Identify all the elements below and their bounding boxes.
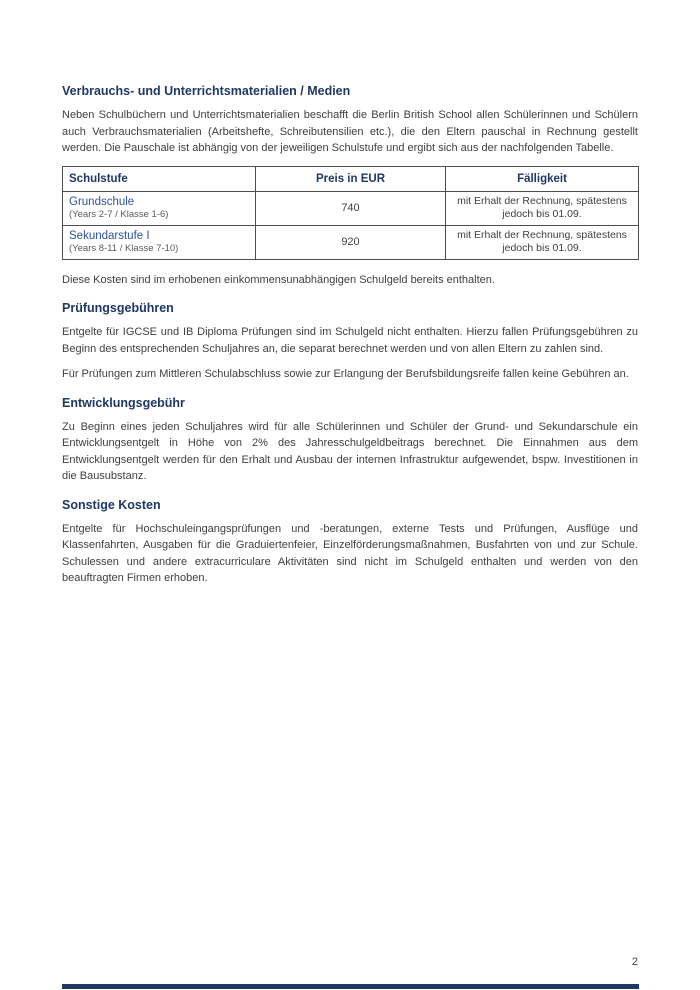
level-detail: (Years 2-7 / Klasse 1-6) xyxy=(69,209,169,220)
column-header-preis: Preis in EUR xyxy=(256,166,446,191)
table-row-sekundarstufe xyxy=(63,225,639,259)
level-detail: (Years 8-11 / Klasse 7-10) xyxy=(69,243,179,254)
page-number: 2 xyxy=(631,956,638,968)
fees-table xyxy=(62,166,639,260)
footer-rule xyxy=(62,984,639,989)
cell-level xyxy=(63,225,256,259)
section-heading-sonstige-kosten: Sonstige Kosten xyxy=(62,497,161,512)
cell-price: 920 xyxy=(256,225,446,259)
column-header-schulstufe: Schulstufe xyxy=(63,166,256,191)
table-header-row xyxy=(63,166,639,191)
cell-due: mit Erhalt der Rechnung, spätestens jedoch bis 01.09. xyxy=(446,191,639,225)
cell-due: mit Erhalt der Rechnung, spätestens jedoch bis 01.09. xyxy=(446,225,639,259)
section-heading-materialien: Verbrauchs- und Unterrichtsmaterialien / Medien xyxy=(62,84,351,98)
section-heading-pruefungsgebuehren: Prüfungsgebühren xyxy=(62,301,174,315)
cell-price: 740 xyxy=(256,191,446,225)
paragraph-pruefungen-1: Entgelte für IGCSE und IB Diploma Prüfungen sind im Schulgeld nicht enthalten. Hierzu fallen Prüfungsgebühren zu Beginn des entsprechenden Schuljahres an, die separat berechnet werden und von allen Eltern zu zahlen sind. xyxy=(62,326,638,355)
column-header-faelligkeit: Fälligkeit xyxy=(446,166,639,191)
paragraph-table-note: Diese Kosten sind im erhobenen einkommensunabhängigen Schulgeld bereits enthalten. xyxy=(62,273,495,286)
section-heading-entwicklungsgebuehr: Entwicklungsgebühr xyxy=(62,395,185,410)
paragraph-pruefungen-2: Für Prüfungen zum Mittleren Schulabschluss sowie zur Erlangung der Berufsbildungsreife fallen keine Gebühren an. xyxy=(62,368,629,380)
cell-level xyxy=(63,191,256,225)
paragraph-materialien-intro: Neben Schulbüchern und Unterrichtsmaterialien beschafft die Berlin British School allen Schülerinnen und Schülern auch Verbrauchsmaterialien (Arbeitshefte, Schreibutensilien etc.), die den Eltern pauschal in Rechnung gestellt werden. Die Pauschale ist abhängig von der jeweiligen Schulstufe und ergibt sich aus der nachfolgenden Tabelle. xyxy=(62,109,638,154)
level-name: Grundschule xyxy=(69,196,135,208)
paragraph-entwicklung: Zu Beginn eines jeden Schuljahres wird für alle Schülerinnen und Schüler der Grund- und Sekundarschule ein Entwicklungsentgelt in Höhe von 2% des Jahresschulgeldbeitrags berechnet. Die Einnahmen aus dem Entwicklungsentgelt werden für den Erhalt und Ausbau der internen Infrastruktur aufgewendet, bspw. Investitionen in die Bausubstanz. xyxy=(62,420,638,482)
paragraph-sonstige: Entgelte für Hochschuleingangsprüfungen und -beratungen, externe Tests und Prüfungen, Ausflüge und Klassenfahrten, Ausgaben für die Graduiertenfeier, Einzelförderungsmaßnahmen, Busfahrten von und zur Schule. Schulessen und andere extracurriculare Aktivitäten sind nicht im Schulgeld enthalten und werden von den beauftragten Firmen erhoben. xyxy=(62,522,638,584)
table-row-grundschule xyxy=(63,191,639,225)
level-name: Sekundarstufe I xyxy=(69,230,150,242)
